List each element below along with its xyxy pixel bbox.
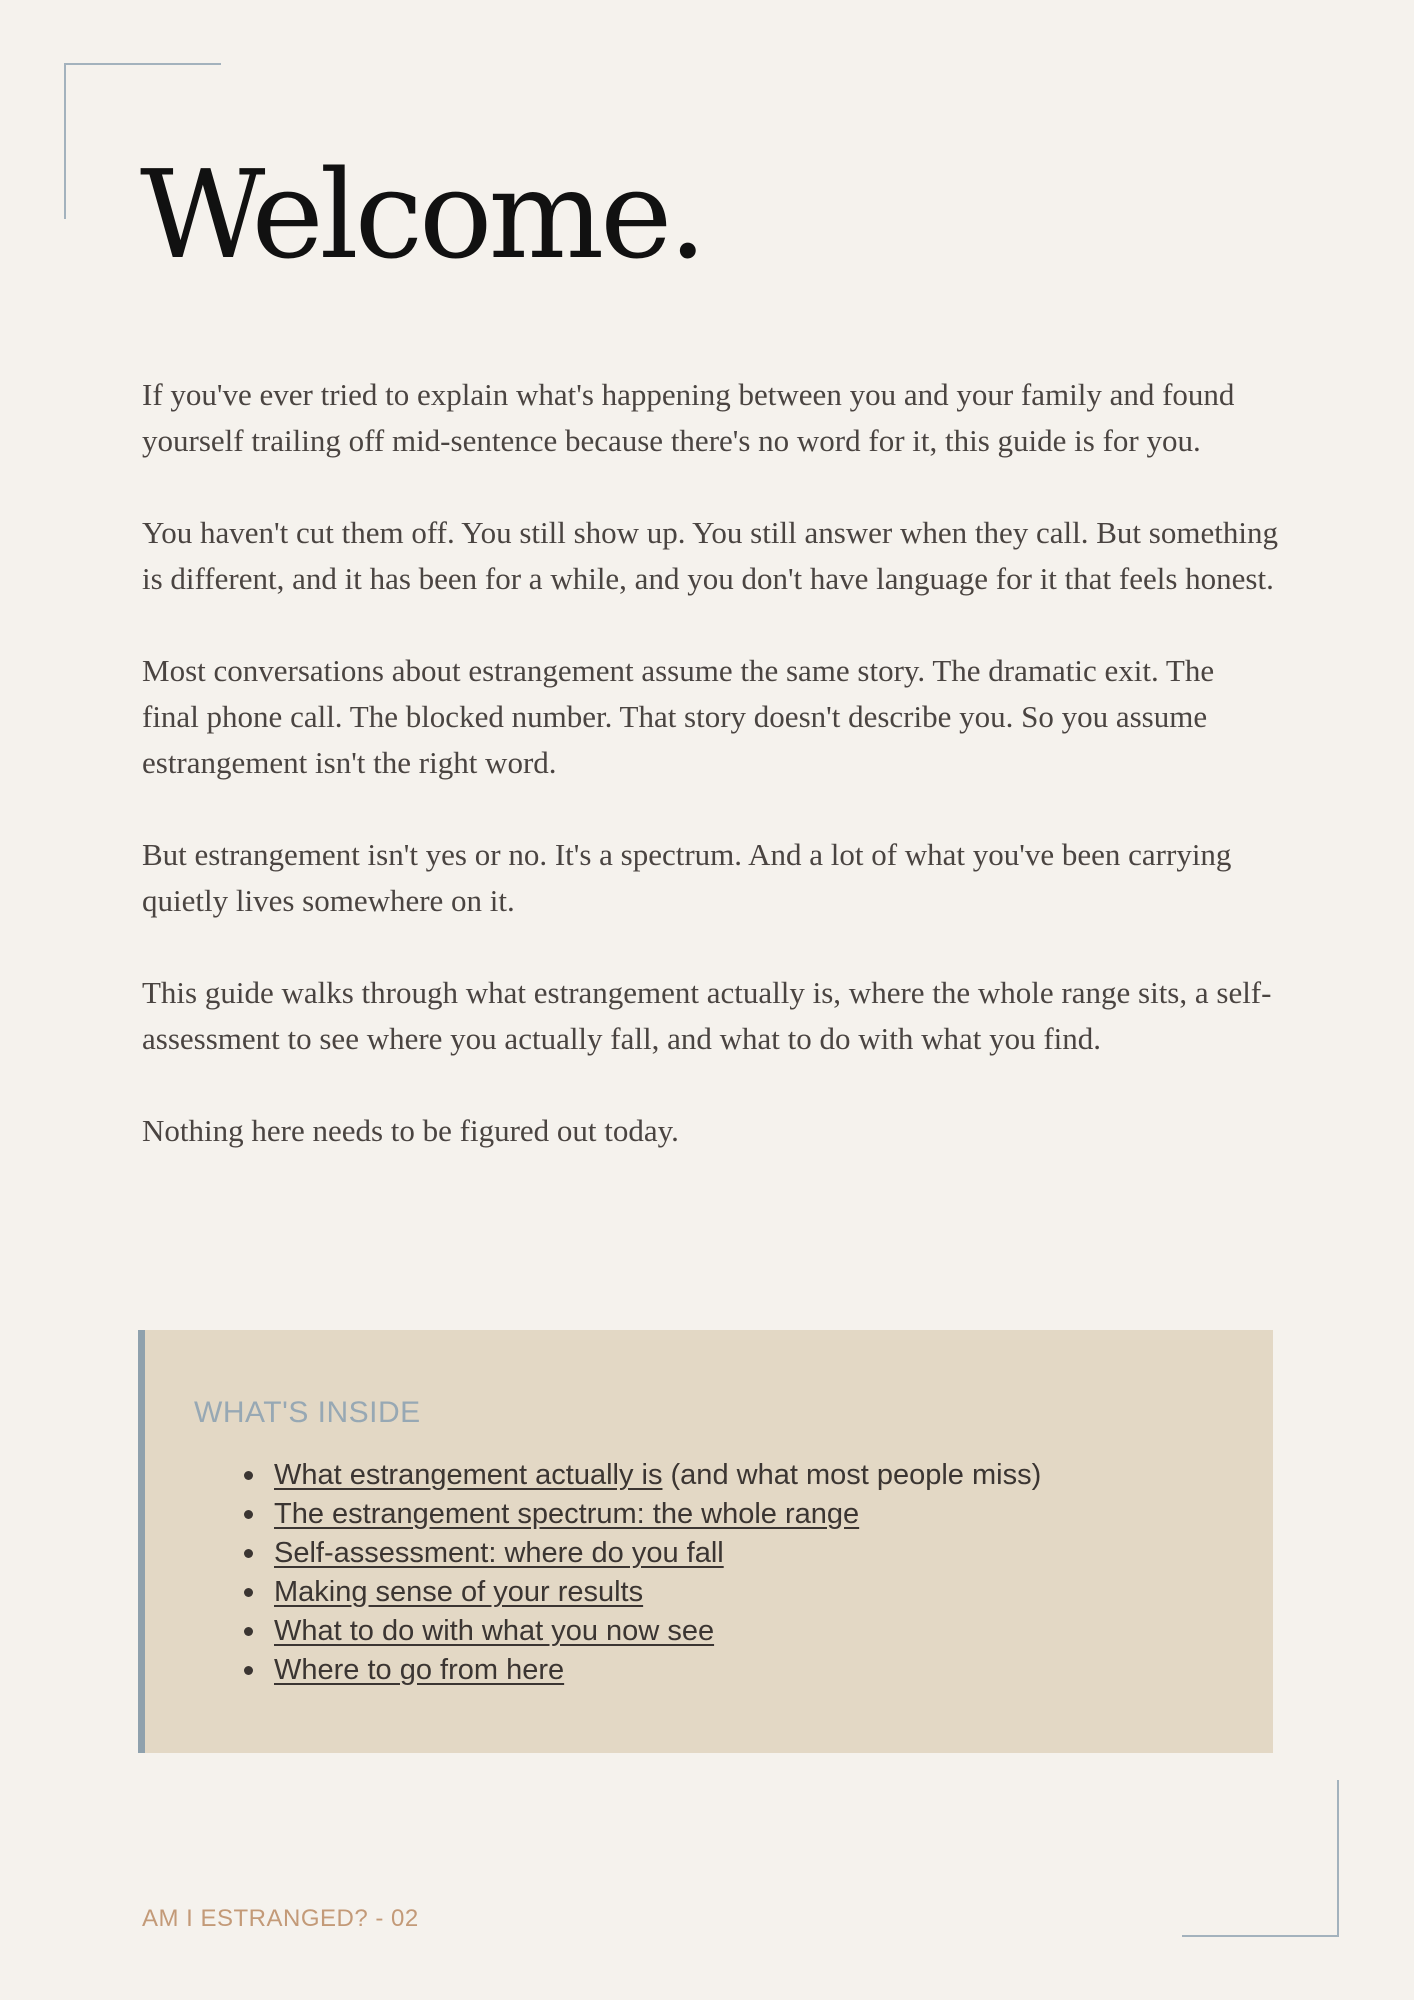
contents-link-results[interactable]: Making sense of your results (274, 1576, 644, 1608)
bullet-icon (244, 1627, 253, 1636)
list-item (274, 1573, 1041, 1612)
page-title: Welcome. (140, 144, 704, 286)
intro-paragraph: This guide walks through what estrangement actually is, where the whole range sits, a self-assessment to see where you actually fall, and what to do with what you find. (142, 975, 1272, 1056)
contents-link-note: (and what most people miss) (662, 1459, 1042, 1491)
list-item (274, 1534, 1041, 1573)
corner-rule-bottom-right-horizontal (1182, 1935, 1339, 1937)
intro-paragraph: If you've ever tried to explain what's happening between you and your family and found yourself trailing off mid-sentence because there's no word for it, this guide is for you. (142, 377, 1235, 458)
corner-rule-top-left-horizontal (64, 63, 221, 65)
bullet-icon (244, 1471, 253, 1480)
list-item (274, 1651, 1041, 1690)
corner-rule-top-left-vertical (64, 63, 66, 219)
contents-link-what-to-do[interactable]: What to do with what you now see (274, 1615, 715, 1647)
bullet-icon (244, 1666, 253, 1675)
contents-link-estrangement[interactable]: What estrangement actually is (274, 1459, 663, 1491)
contents-link-next-steps[interactable]: Where to go from here (274, 1654, 565, 1686)
page-footer: AM I ESTRANGED? - 02 (142, 1905, 419, 1932)
list-item (274, 1495, 1041, 1534)
intro-paragraph: You haven't cut them off. You still show up. You still answer when they call. But something is different, and it has been for a while, and you don't have language for it that feels honest. (142, 515, 1278, 596)
bullet-icon (244, 1549, 253, 1558)
intro-paragraph: Nothing here needs to be figured out today. (142, 1113, 679, 1148)
contents-link-spectrum[interactable]: The estrangement spectrum: the whole range (274, 1498, 860, 1530)
list-item (274, 1612, 1041, 1651)
intro-paragraph: Most conversations about estrangement assume the same story. The dramatic exit. The final phone call. The blocked number. That story doesn't describe you. So you assume estrangement isn't the right word. (142, 653, 1215, 780)
intro-body (142, 372, 1278, 1200)
intro-paragraph: But estrangement isn't yes or no. It's a spectrum. And a lot of what you've been carrying quietly lives somewhere on it. (142, 837, 1232, 918)
bullet-icon (244, 1588, 253, 1597)
bullet-icon (244, 1510, 253, 1519)
contents-link-self-assessment[interactable]: Self-assessment: where do you fall (274, 1537, 724, 1569)
contents-list (274, 1456, 1041, 1690)
list-item (274, 1456, 1041, 1495)
whats-inside-box (138, 1330, 1273, 1753)
whats-inside-heading: WHAT'S INSIDE (194, 1396, 421, 1429)
corner-rule-bottom-right-vertical (1337, 1780, 1339, 1937)
